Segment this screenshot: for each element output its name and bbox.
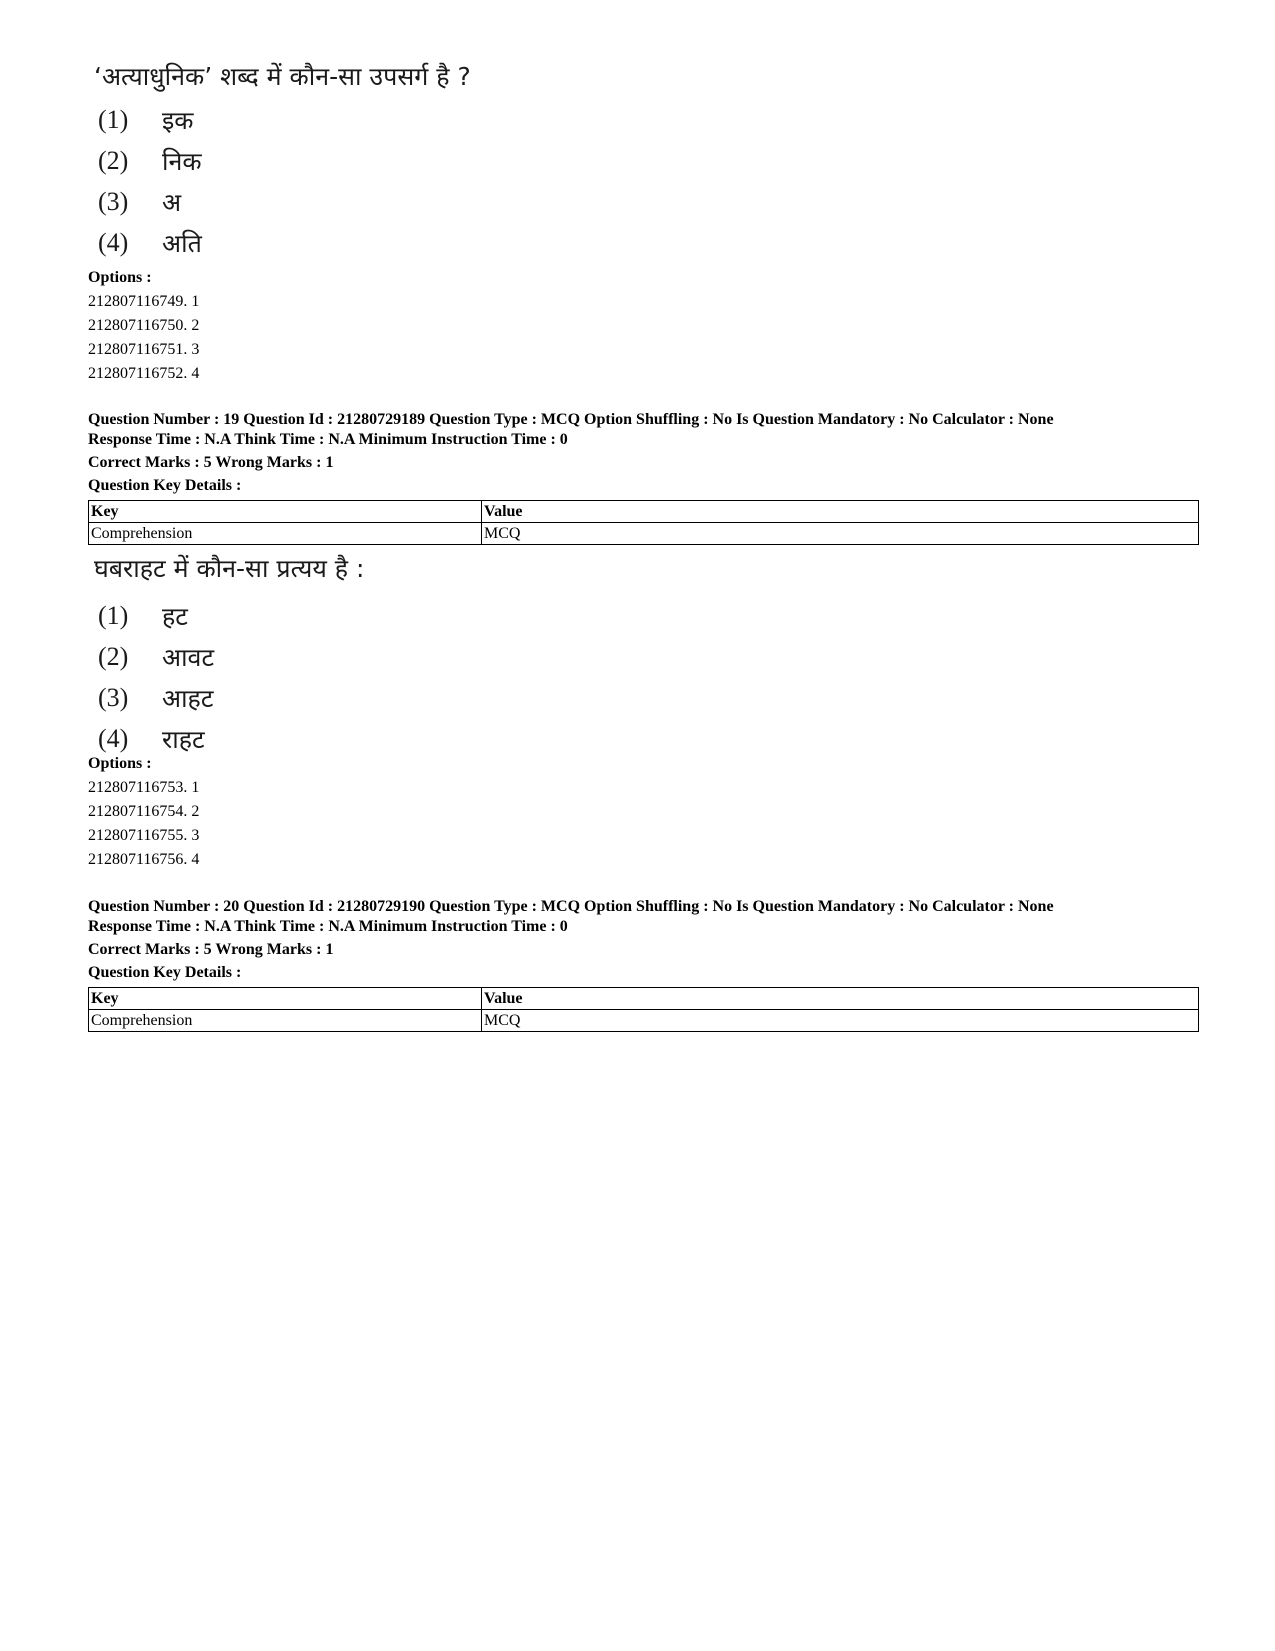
key-details-label: Question Key Details : (88, 964, 242, 981)
options-label: Options : (88, 269, 152, 286)
marks-line: Correct Marks : 5 Wrong Marks : 1 (88, 454, 334, 471)
choice-number: (3) (98, 186, 129, 216)
choice-text: आवट (162, 642, 215, 672)
options-label: Options : (88, 755, 152, 772)
choice-text: अ (162, 187, 182, 217)
question-19-image (88, 554, 1198, 759)
table-header-key: Key (89, 501, 482, 523)
option-id: 212807116752. 4 (88, 365, 200, 382)
question-20-meta (88, 897, 1198, 1032)
choice-number: (4) (98, 227, 129, 257)
question-meta-line: Question Number : 19 Question Id : 21280729189 Question Type : MCQ Option Shuffling : No Is Question Mandatory : No Calculator : None (88, 411, 1054, 428)
table-cell-key: Comprehension (89, 1010, 482, 1032)
table-header-value: Value (482, 501, 1199, 523)
choice-row (98, 595, 1198, 636)
question-18-image (88, 62, 1198, 263)
choice-text: हट (162, 601, 188, 631)
choice-text: इक (162, 105, 194, 135)
choice-number: (1) (98, 600, 129, 630)
table-header-key: Key (89, 988, 482, 1010)
question-19-options (88, 752, 1198, 872)
question-stem: घबराहट में कौन-सा प्रत्यय है : (94, 554, 365, 583)
choice-text: आहट (162, 683, 214, 713)
choice-text: निक (162, 146, 202, 176)
choice-row (98, 140, 1198, 181)
option-id: 212807116754. 2 (88, 803, 200, 820)
question-stem: ‘अत्याधुनिक’ शब्द में कौन-सा उपसर्ग है ? (94, 62, 471, 91)
choice-number: (2) (98, 145, 129, 175)
choice-row (98, 181, 1198, 222)
table-cell-value: MCQ (482, 1010, 1199, 1032)
choice-row (98, 636, 1198, 677)
choice-row (98, 677, 1198, 718)
choice-number: (1) (98, 104, 129, 134)
option-id: 212807116755. 3 (88, 827, 200, 844)
question-19-meta (88, 410, 1198, 545)
choice-row (98, 99, 1198, 140)
marks-line: Correct Marks : 5 Wrong Marks : 1 (88, 941, 334, 958)
choice-text: अति (162, 228, 202, 258)
table-header-row (89, 501, 1199, 523)
option-id: 212807116751. 3 (88, 341, 200, 358)
table-cell-key: Comprehension (89, 523, 482, 545)
option-id: 212807116750. 2 (88, 317, 200, 334)
option-id: 212807116749. 1 (88, 293, 200, 310)
option-id: 212807116753. 1 (88, 779, 200, 796)
choice-text: राहट (162, 724, 205, 754)
table-header-row (89, 988, 1199, 1010)
table-row (89, 1010, 1199, 1032)
choice-number: (3) (98, 682, 129, 712)
option-id: 212807116756. 4 (88, 851, 200, 868)
key-details-label: Question Key Details : (88, 477, 242, 494)
choice-number: (2) (98, 641, 129, 671)
table-row (89, 523, 1199, 545)
choice-row (98, 222, 1198, 263)
question-meta-line: Response Time : N.A Think Time : N.A Minimum Instruction Time : 0 (88, 918, 568, 935)
table-header-value: Value (482, 988, 1199, 1010)
question-meta-line: Question Number : 20 Question Id : 21280729190 Question Type : MCQ Option Shuffling : No Is Question Mandatory : No Calculator : None (88, 898, 1054, 915)
table-cell-value: MCQ (482, 523, 1199, 545)
key-details-table (88, 987, 1199, 1032)
choice-number: (4) (98, 723, 129, 753)
question-meta-line: Response Time : N.A Think Time : N.A Minimum Instruction Time : 0 (88, 431, 568, 448)
key-details-table (88, 500, 1199, 545)
question-18-options (88, 266, 1198, 386)
